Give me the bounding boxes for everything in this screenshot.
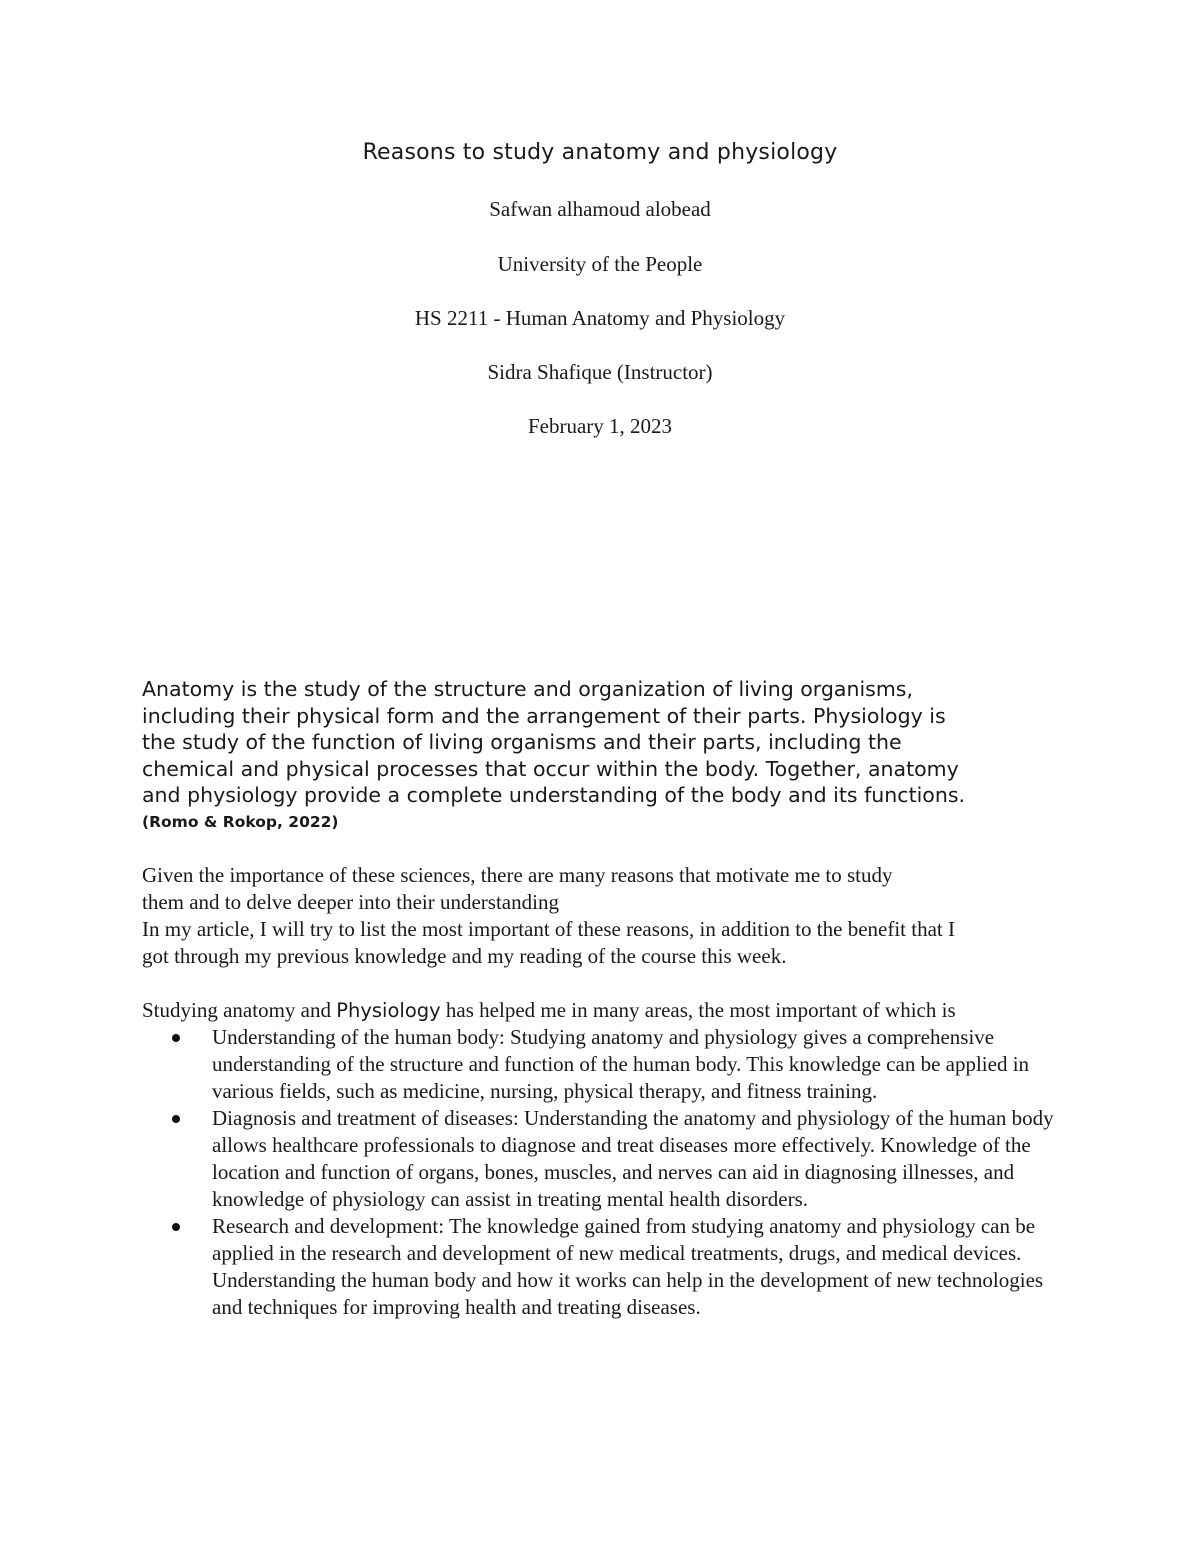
bullet-icon <box>172 1223 180 1231</box>
list-item-text: Understanding of the human body: Studying anatomy and physiology gives a comprehensive understanding of the structure and function of the human body. This knowledge can be applied in various fields, such as medicine, nursing, physical therapy, and fitness training. <box>212 1025 1030 1103</box>
abstract-paragraph: Anatomy is the study of the structure and organization of living organisms, including their physical form and the arrangement of their parts. Physiology is the study of the function of living organisms and their parts, including the chemical and physical processes that occur within the body. Together, anatomy and physiology provide a complete understanding of the body and its functions. <box>142 677 966 807</box>
list-item-text: Diagnosis and treatment of diseases: Understanding the anatomy and physiology of the human body allows healthcare professionals to diagnose and treat diseases more effectively. Knowledge of the location and function of organs, bones, muscles, and nerves can aid in diagnosing illnesses, and knowledge of physiology can assist in treating mental health disorders. <box>212 1106 1054 1211</box>
list-intro-part1: Studying anatomy and <box>142 998 337 1022</box>
instructor-name: Sidra Shafique (Instructor) <box>487 360 713 384</box>
bullet-icon <box>172 1115 180 1123</box>
author-name: Safwan alhamoud alobead <box>489 197 711 221</box>
document-date: February 1, 2023 <box>527 414 673 438</box>
list-intro <box>142 997 1102 1024</box>
citation: (Romo & Rokop, 2022) <box>142 813 339 831</box>
list-item <box>166 1105 1076 1213</box>
paragraph-given-importance: Given the importance of these sciences, there are many reasons that motivate me to study them and to delve deeper into their understanding <box>142 863 893 914</box>
list-intro-part2: Physiology <box>336 999 441 1022</box>
list-item-text: Research and development: The knowledge gained from studying anatomy and physiology can be applied in the research and development of new medical treatments, drugs, and medical devices. Understanding the human body and how it works can help in the development of new technologies and techniques for improving health and treating diseases. <box>212 1214 1044 1319</box>
list-item <box>166 1213 1076 1321</box>
reasons-list <box>166 1024 1076 1321</box>
list-item <box>166 1024 1076 1105</box>
university-name: University of the People <box>497 252 703 276</box>
course-name: HS 2211 - Human Anatomy and Physiology <box>414 306 786 330</box>
bullet-icon <box>172 1034 180 1042</box>
paragraph-article-intent: In my article, I will try to list the most important of these reasons, in addition to the benefit that I got through my previous knowledge and my reading of the course this week. <box>142 917 955 968</box>
list-intro-part3: has helped me in many areas, the most important of which is <box>440 998 956 1022</box>
document-title: Reasons to study anatomy and physiology <box>362 140 838 165</box>
